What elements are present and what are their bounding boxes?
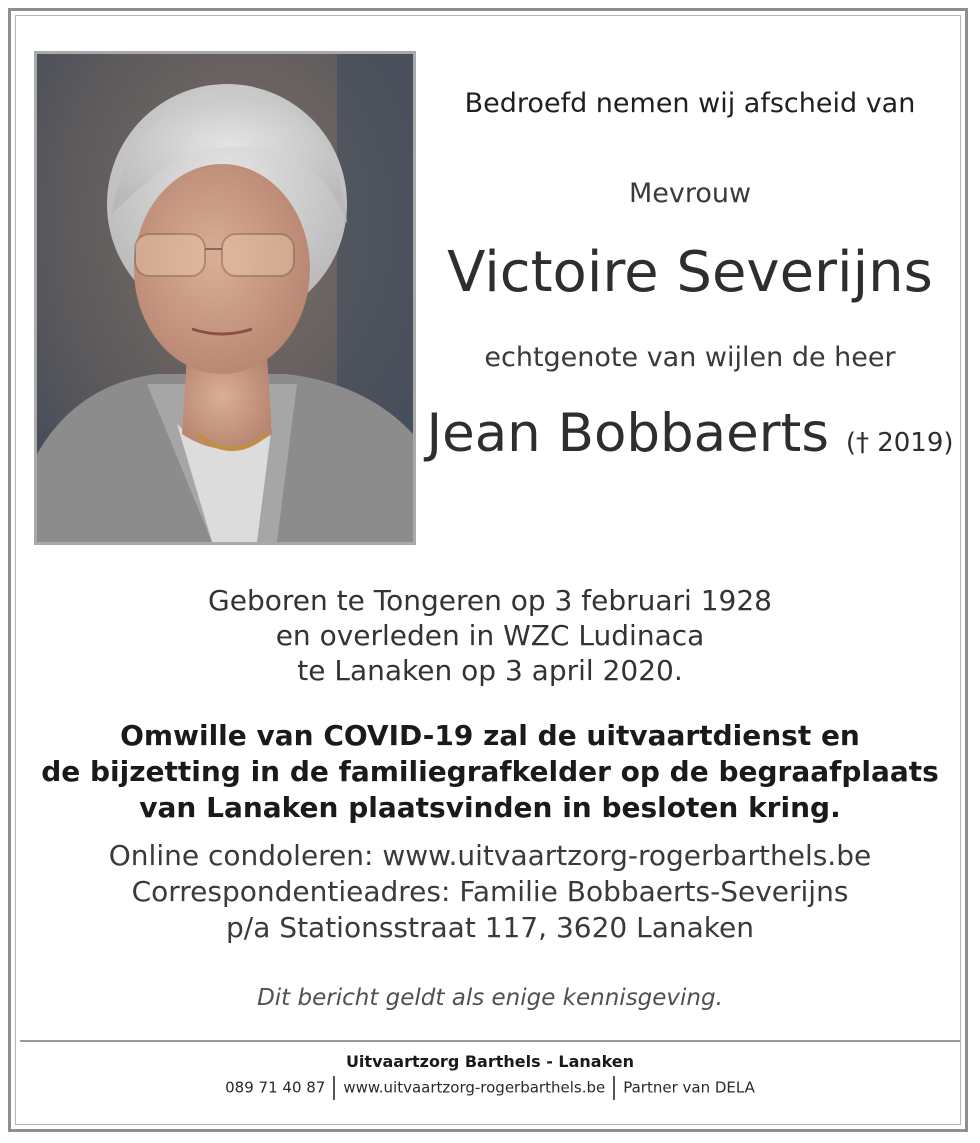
death-date-line: te Lanaken op 3 april 2020. <box>297 654 683 687</box>
correspondence-address: Correspondentieadres: Familie Bobbaerts-Severijns <box>131 875 849 908</box>
birth-death-info <box>0 583 980 688</box>
condolence-link[interactable]: Online condoleren: www.uitvaartzorg-rogerbarthels.be <box>108 839 872 872</box>
funeral-home-name: Uitvaartzorg Barthels - Lanaken <box>345 1052 635 1071</box>
honorific: Mevrouw <box>628 178 752 209</box>
funeral-home-info <box>0 1076 980 1100</box>
closing-note: Dit bericht geldt als enige kennisgeving. <box>257 985 723 1011</box>
notice-line: van Lanaken plaatsvinden in besloten kring. <box>139 791 841 824</box>
contact-info <box>0 838 980 946</box>
birth-line: Geboren te Tongeren op 3 februari 1928 <box>208 584 772 617</box>
separator <box>333 1076 335 1100</box>
intro-text: Bedroefd nemen wij afscheid van <box>464 88 916 119</box>
notice-line: Omwille van COVID-19 zal de uitvaartdienst en <box>120 719 860 752</box>
portrait-photo <box>34 51 416 545</box>
funeral-home-partner: Partner van DELA <box>623 1078 755 1097</box>
footer-divider <box>20 1040 960 1042</box>
deceased-name: Victoire Severijns <box>447 240 933 305</box>
street-address: p/a Stationsstraat 117, 3620 Lanaken <box>226 911 754 944</box>
covid-notice <box>0 718 980 826</box>
spouse-name: Jean Bobbaerts <box>426 403 829 464</box>
funeral-home-website[interactable]: www.uitvaartzorg-rogerbarthels.be <box>343 1078 606 1097</box>
funeral-home-phone[interactable]: 089 71 40 87 <box>225 1078 326 1097</box>
death-place-line: en overleden in WZC Ludinaca <box>275 619 705 652</box>
spouse-line <box>420 403 960 464</box>
separator <box>613 1076 615 1100</box>
notice-line: de bijzetting in de familiegrafkelder op de begraafplaats <box>41 755 939 788</box>
relation-text: echtgenote van wijlen de heer <box>484 342 896 373</box>
spouse-death-note: († 2019) <box>845 428 954 458</box>
